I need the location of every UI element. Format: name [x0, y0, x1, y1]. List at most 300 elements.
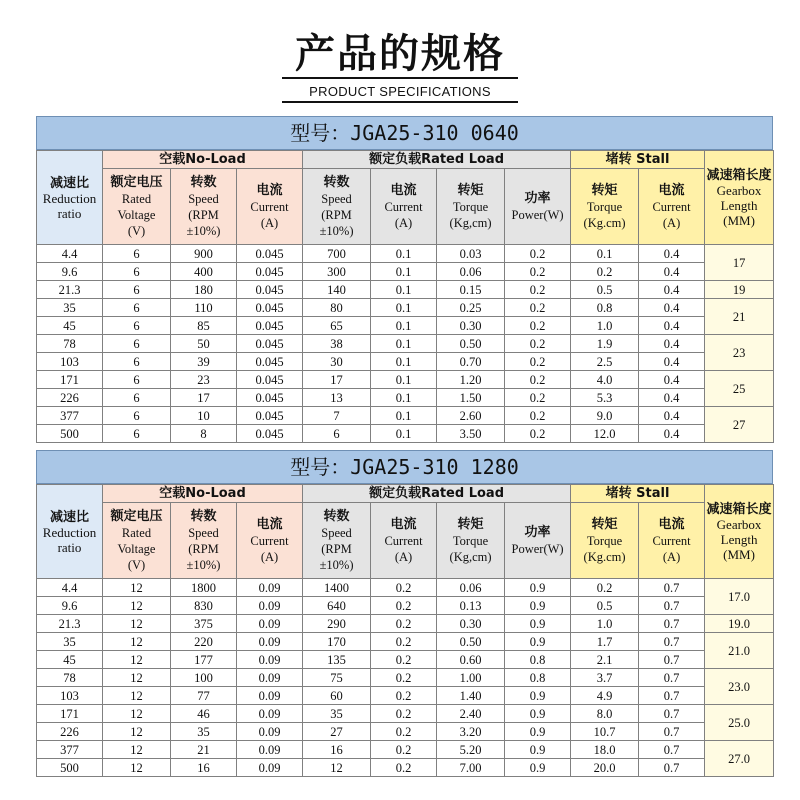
noload-current-cell: 0.045: [237, 245, 303, 263]
stall-torque-cell: 2.5: [571, 353, 639, 371]
rated-current-cell: 0.2: [371, 651, 437, 669]
ratio-cell: 500: [37, 425, 103, 443]
ratio-label-en: Reduction: [42, 524, 97, 540]
voltage-cell: 12: [103, 759, 171, 777]
rated-speed-cell: 13: [303, 389, 371, 407]
rated-torque-cell: 1.00: [437, 669, 505, 687]
stall-torque-cell: 1.9: [571, 335, 639, 353]
table-row: [37, 615, 774, 633]
torque-label-cn: 转矩: [457, 183, 484, 198]
gearbox-length-cell: 23: [705, 335, 774, 371]
voltage-header: [103, 503, 171, 579]
stall-torque-cell: 1.0: [571, 615, 639, 633]
rated-current-cell: 0.1: [371, 299, 437, 317]
noload-speed-cell: 8: [171, 425, 237, 443]
voltage-cell: 6: [103, 299, 171, 317]
speed-label-en: Speed: [321, 526, 352, 540]
noload-speed-cell: 39: [171, 353, 237, 371]
noload-speed-cell: 85: [171, 317, 237, 335]
stall-current-cell: 0.4: [639, 317, 705, 335]
rated-speed-cell: 65: [303, 317, 371, 335]
group-no-load: 空载No-Load: [103, 485, 303, 503]
rated-torque-cell: 5.20: [437, 741, 505, 759]
table-row: [37, 389, 774, 407]
speed-label-cn: 转数: [190, 175, 217, 190]
voltage-label-en: Voltage: [117, 542, 156, 556]
rated-current-cell: 0.2: [371, 687, 437, 705]
stall-current-cell: 0.7: [639, 579, 705, 597]
voltage-cell: 12: [103, 741, 171, 759]
ratio-cell: 171: [37, 705, 103, 723]
rated-speed-header: [303, 169, 371, 245]
noload-current-cell: 0.045: [237, 407, 303, 425]
title-underline: [282, 77, 518, 79]
rated-power-cell: 0.2: [505, 407, 571, 425]
voltage-header: [103, 169, 171, 245]
rated-torque-cell: 0.70: [437, 353, 505, 371]
rated-torque-cell: 0.03: [437, 245, 505, 263]
rated-speed-cell: 140: [303, 281, 371, 299]
stall-torque-cell: 0.5: [571, 597, 639, 615]
table-row: [37, 425, 774, 443]
rated-torque-cell: 1.20: [437, 371, 505, 389]
rated-speed-cell: 35: [303, 705, 371, 723]
rated-torque-cell: 2.40: [437, 705, 505, 723]
rated-current-cell: 0.2: [371, 669, 437, 687]
noload-current-cell: 0.045: [237, 335, 303, 353]
voltage-label-en: (V): [127, 224, 146, 238]
rated-power-cell: 0.9: [505, 741, 571, 759]
table-row: [37, 759, 774, 777]
rated-speed-cell: 27: [303, 723, 371, 741]
table-row: [37, 687, 774, 705]
voltage-cell: 6: [103, 425, 171, 443]
speed-label-en: (RPM: [321, 208, 352, 222]
stall-torque-cell: 3.7: [571, 669, 639, 687]
rated-current-cell: 0.2: [371, 579, 437, 597]
rated-power-cell: 0.8: [505, 669, 571, 687]
subtitle-underline: [282, 101, 518, 103]
noload-current-cell: 0.09: [237, 687, 303, 705]
stall-current-cell: 0.7: [639, 741, 705, 759]
stall-torque-cell: 4.0: [571, 371, 639, 389]
table-row: [37, 705, 774, 723]
current-label-cn: 电流: [390, 183, 417, 198]
current-label-cn: 电流: [256, 517, 283, 532]
noload-speed-cell: 830: [171, 597, 237, 615]
rated-current-cell: 0.2: [371, 633, 437, 651]
length-label-en: Gearbox: [716, 517, 762, 532]
ratio-cell: 45: [37, 317, 103, 335]
ratio-label-en: ratio: [57, 205, 82, 221]
stall-torque-header: [571, 169, 639, 245]
gearbox-length-cell: 23.0: [705, 669, 774, 705]
ratio-cell: 45: [37, 651, 103, 669]
stall-torque-cell: 18.0: [571, 741, 639, 759]
ratio-cell: 35: [37, 633, 103, 651]
ratio-cell: 226: [37, 723, 103, 741]
noload-speed-header: [171, 503, 237, 579]
table-row: [37, 263, 774, 281]
table-row: [37, 245, 774, 263]
rated-power-cell: 0.9: [505, 597, 571, 615]
rated-speed-cell: 135: [303, 651, 371, 669]
stall-torque-cell: 12.0: [571, 425, 639, 443]
noload-speed-cell: 100: [171, 669, 237, 687]
rated-speed-cell: 30: [303, 353, 371, 371]
rated-current-cell: 0.1: [371, 263, 437, 281]
rated-torque-cell: 1.40: [437, 687, 505, 705]
ratio-cell: 500: [37, 759, 103, 777]
speed-label-en: Speed: [188, 192, 219, 206]
rated-current-cell: 0.2: [371, 597, 437, 615]
speed-label-en: ±10%): [319, 558, 354, 572]
voltage-cell: 12: [103, 615, 171, 633]
rated-current-cell: 0.1: [371, 425, 437, 443]
noload-current-cell: 0.045: [237, 281, 303, 299]
model-header-0640: 型号：JGA25-310 0640: [36, 116, 773, 150]
current-label-en: (A): [662, 550, 681, 564]
gearbox-length-header: [705, 151, 774, 245]
noload-speed-cell: 21: [171, 741, 237, 759]
ratio-cell: 103: [37, 687, 103, 705]
table-row: [37, 597, 774, 615]
noload-current-header: [237, 169, 303, 245]
table-row: [37, 371, 774, 389]
length-label-en: Length: [720, 532, 758, 547]
spec-table-1280: [36, 484, 774, 777]
rated-current-cell: 0.1: [371, 281, 437, 299]
rated-torque-cell: 3.50: [437, 425, 505, 443]
stall-current-cell: 0.4: [639, 407, 705, 425]
table-row: [37, 669, 774, 687]
table-row: [37, 317, 774, 335]
ratio-cell: 35: [37, 299, 103, 317]
gearbox-length-cell: 27.0: [705, 741, 774, 777]
stall-current-cell: 0.4: [639, 371, 705, 389]
rated-speed-cell: 38: [303, 335, 371, 353]
rated-power-cell: 0.2: [505, 245, 571, 263]
stall-current-cell: 0.4: [639, 335, 705, 353]
ratio-cell: 21.3: [37, 615, 103, 633]
stall-current-cell: 0.7: [639, 597, 705, 615]
model-header-1280: 型号：JGA25-310 1280: [36, 450, 773, 484]
rated-power-cell: 0.9: [505, 633, 571, 651]
ratio-label-en: Reduction: [42, 190, 97, 206]
stall-current-header: [639, 503, 705, 579]
rated-torque-cell: 0.06: [437, 579, 505, 597]
rated-power-cell: 0.9: [505, 687, 571, 705]
stall-current-cell: 0.4: [639, 389, 705, 407]
current-label-cn: 电流: [658, 517, 685, 532]
group-rated-load: 额定负载Rated Load: [303, 485, 571, 503]
rated-current-cell: 0.2: [371, 741, 437, 759]
stall-torque-cell: 9.0: [571, 407, 639, 425]
rated-power-cell: 0.9: [505, 723, 571, 741]
stall-torque-cell: 5.3: [571, 389, 639, 407]
noload-current-cell: 0.09: [237, 759, 303, 777]
rated-current-cell: 0.2: [371, 615, 437, 633]
stall-torque-cell: 0.2: [571, 579, 639, 597]
rated-current-cell: 0.1: [371, 389, 437, 407]
rated-torque-cell: 0.30: [437, 317, 505, 335]
rated-speed-cell: 290: [303, 615, 371, 633]
rated-speed-cell: 75: [303, 669, 371, 687]
speed-label-en: (RPM: [188, 542, 219, 556]
gearbox-length-cell: 19.0: [705, 615, 774, 633]
power-label-cn: 功率: [524, 191, 551, 206]
ratio-header: [37, 485, 103, 579]
gearbox-length-cell: 17.0: [705, 579, 774, 615]
speed-label-cn: 转数: [323, 509, 350, 524]
gearbox-length-cell: 21.0: [705, 633, 774, 669]
noload-current-cell: 0.09: [237, 597, 303, 615]
stall-torque-cell: 2.1: [571, 651, 639, 669]
current-label-en: (A): [260, 216, 279, 230]
rated-power-cell: 0.9: [505, 615, 571, 633]
rated-speed-cell: 170: [303, 633, 371, 651]
table-row: [37, 353, 774, 371]
ratio-cell: 4.4: [37, 579, 103, 597]
gearbox-length-header: [705, 485, 774, 579]
power-label-en: Power(W): [511, 208, 564, 222]
rated-torque-cell: 0.13: [437, 597, 505, 615]
table-row: [37, 741, 774, 759]
rated-speed-cell: 80: [303, 299, 371, 317]
rated-current-cell: 0.2: [371, 705, 437, 723]
voltage-cell: 12: [103, 579, 171, 597]
rated-power-cell: 0.2: [505, 317, 571, 335]
rated-power-cell: 0.2: [505, 263, 571, 281]
length-label-en: (MM): [723, 213, 755, 228]
stall-torque-cell: 0.2: [571, 263, 639, 281]
rated-torque-cell: 7.00: [437, 759, 505, 777]
torque-label-en: (Kg.cm): [583, 216, 626, 230]
voltage-cell: 6: [103, 281, 171, 299]
noload-speed-cell: 23: [171, 371, 237, 389]
power-label-en: Power(W): [511, 542, 564, 556]
rated-torque-cell: 0.06: [437, 263, 505, 281]
length-label-cn: 减速箱长度: [706, 502, 772, 517]
rated-torque-cell: 0.60: [437, 651, 505, 669]
rated-power-header: [505, 503, 571, 579]
ratio-cell: 171: [37, 371, 103, 389]
rated-torque-cell: 0.50: [437, 335, 505, 353]
stall-torque-cell: 4.9: [571, 687, 639, 705]
rated-torque-header: [437, 169, 505, 245]
rated-speed-cell: 700: [303, 245, 371, 263]
rated-power-cell: 0.2: [505, 389, 571, 407]
voltage-cell: 6: [103, 317, 171, 335]
group-stall: 堵转 Stall: [571, 151, 705, 169]
noload-current-cell: 0.09: [237, 579, 303, 597]
stall-current-cell: 0.7: [639, 705, 705, 723]
stall-torque-cell: 0.1: [571, 245, 639, 263]
stall-torque-cell: 10.7: [571, 723, 639, 741]
noload-speed-cell: 77: [171, 687, 237, 705]
rated-power-header: [505, 169, 571, 245]
stall-current-cell: 0.7: [639, 759, 705, 777]
voltage-cell: 6: [103, 407, 171, 425]
table-row: [37, 407, 774, 425]
table-row: [37, 651, 774, 669]
stall-current-cell: 0.4: [639, 245, 705, 263]
gearbox-length-cell: 17: [705, 245, 774, 281]
voltage-cell: 12: [103, 651, 171, 669]
rated-torque-cell: 1.50: [437, 389, 505, 407]
ratio-cell: 78: [37, 669, 103, 687]
voltage-label-cn: 额定电压: [110, 509, 163, 524]
torque-label-en: (Kg.cm): [583, 550, 626, 564]
power-label-cn: 功率: [524, 525, 551, 540]
rated-power-cell: 0.9: [505, 579, 571, 597]
stall-current-cell: 0.4: [639, 281, 705, 299]
rated-power-cell: 0.2: [505, 281, 571, 299]
rated-power-cell: 0.9: [505, 759, 571, 777]
noload-current-cell: 0.045: [237, 371, 303, 389]
noload-current-header: [237, 503, 303, 579]
rated-speed-header: [303, 503, 371, 579]
noload-speed-cell: 110: [171, 299, 237, 317]
noload-speed-cell: 180: [171, 281, 237, 299]
gearbox-length-cell: 19: [705, 281, 774, 299]
noload-speed-cell: 400: [171, 263, 237, 281]
noload-current-cell: 0.045: [237, 353, 303, 371]
ratio-cell: 103: [37, 353, 103, 371]
length-label-en: Gearbox: [716, 183, 762, 198]
ratio-label-cn: 减速比: [49, 175, 89, 191]
noload-current-cell: 0.09: [237, 633, 303, 651]
voltage-cell: 12: [103, 705, 171, 723]
noload-speed-header: [171, 169, 237, 245]
torque-label-cn: 转矩: [457, 517, 484, 532]
stall-torque-cell: 1.7: [571, 633, 639, 651]
voltage-label-en: Voltage: [117, 208, 156, 222]
page-subtitle: PRODUCT SPECIFICATIONS: [309, 84, 491, 99]
noload-speed-cell: 177: [171, 651, 237, 669]
current-label-en: Current: [250, 534, 289, 548]
stall-current-cell: 0.7: [639, 651, 705, 669]
noload-speed-cell: 1800: [171, 579, 237, 597]
ratio-header: [37, 151, 103, 245]
rated-speed-cell: 60: [303, 687, 371, 705]
ratio-cell: 4.4: [37, 245, 103, 263]
rated-speed-cell: 300: [303, 263, 371, 281]
current-label-cn: 电流: [256, 183, 283, 198]
rated-power-cell: 0.8: [505, 651, 571, 669]
group-rated-load: 额定负载Rated Load: [303, 151, 571, 169]
noload-current-cell: 0.09: [237, 651, 303, 669]
voltage-label-en: (V): [127, 558, 146, 572]
noload-speed-cell: 375: [171, 615, 237, 633]
voltage-cell: 12: [103, 669, 171, 687]
noload-speed-cell: 16: [171, 759, 237, 777]
current-label-cn: 电流: [390, 517, 417, 532]
rated-power-cell: 0.2: [505, 299, 571, 317]
voltage-cell: 12: [103, 723, 171, 741]
stall-current-header: [639, 169, 705, 245]
voltage-cell: 12: [103, 597, 171, 615]
noload-current-cell: 0.09: [237, 615, 303, 633]
stall-current-cell: 0.7: [639, 633, 705, 651]
speed-label-cn: 转数: [323, 175, 350, 190]
ratio-cell: 78: [37, 335, 103, 353]
torque-label-cn: 转矩: [591, 183, 618, 198]
rated-torque-cell: 0.50: [437, 633, 505, 651]
torque-label-en: Torque: [586, 200, 623, 214]
current-label-en: Current: [384, 534, 423, 548]
rated-current-cell: 0.1: [371, 335, 437, 353]
current-label-en: (A): [394, 216, 413, 230]
table-row: [37, 579, 774, 597]
torque-label-cn: 转矩: [591, 517, 618, 532]
length-label-en: (MM): [723, 547, 755, 562]
voltage-cell: 12: [103, 633, 171, 651]
voltage-cell: 12: [103, 687, 171, 705]
rated-torque-cell: 2.60: [437, 407, 505, 425]
page-title: 产品的规格: [295, 31, 505, 77]
torque-label-en: (Kg,cm): [449, 550, 492, 564]
current-label-en: (A): [662, 216, 681, 230]
speed-label-en: ±10%): [319, 224, 354, 238]
noload-current-cell: 0.09: [237, 705, 303, 723]
speed-label-en: (RPM: [321, 542, 352, 556]
rated-speed-cell: 1400: [303, 579, 371, 597]
voltage-cell: 6: [103, 245, 171, 263]
rated-torque-cell: 0.25: [437, 299, 505, 317]
current-label-en: Current: [250, 200, 289, 214]
ratio-cell: 377: [37, 407, 103, 425]
rated-torque-cell: 0.15: [437, 281, 505, 299]
speed-label-en: ±10%): [186, 558, 221, 572]
length-label-en: Length: [720, 198, 758, 213]
stall-current-cell: 0.4: [639, 425, 705, 443]
rated-current-cell: 0.2: [371, 759, 437, 777]
ratio-label-en: ratio: [57, 539, 82, 555]
stall-torque-cell: 20.0: [571, 759, 639, 777]
rated-current-cell: 0.1: [371, 407, 437, 425]
voltage-cell: 6: [103, 371, 171, 389]
rated-current-cell: 0.1: [371, 353, 437, 371]
noload-current-cell: 0.09: [237, 669, 303, 687]
stall-current-cell: 0.7: [639, 687, 705, 705]
current-label-en: Current: [652, 200, 691, 214]
torque-label-en: Torque: [586, 534, 623, 548]
current-label-en: (A): [394, 550, 413, 564]
rated-speed-cell: 7: [303, 407, 371, 425]
rated-current-cell: 0.1: [371, 371, 437, 389]
noload-speed-cell: 220: [171, 633, 237, 651]
speed-label-cn: 转数: [190, 509, 217, 524]
rated-power-cell: 0.2: [505, 335, 571, 353]
noload-speed-cell: 35: [171, 723, 237, 741]
rated-current-cell: 0.1: [371, 317, 437, 335]
gearbox-length-cell: 21: [705, 299, 774, 335]
voltage-cell: 6: [103, 353, 171, 371]
noload-speed-cell: 10: [171, 407, 237, 425]
gearbox-length-cell: 27: [705, 407, 774, 443]
rated-torque-header: [437, 503, 505, 579]
current-label-en: Current: [384, 200, 423, 214]
voltage-cell: 6: [103, 263, 171, 281]
voltage-label-en: Rated: [121, 192, 152, 206]
noload-speed-cell: 900: [171, 245, 237, 263]
gearbox-length-cell: 25.0: [705, 705, 774, 741]
noload-speed-cell: 17: [171, 389, 237, 407]
rated-power-cell: 0.2: [505, 371, 571, 389]
speed-label-en: ±10%): [186, 224, 221, 238]
rated-current-cell: 0.1: [371, 245, 437, 263]
